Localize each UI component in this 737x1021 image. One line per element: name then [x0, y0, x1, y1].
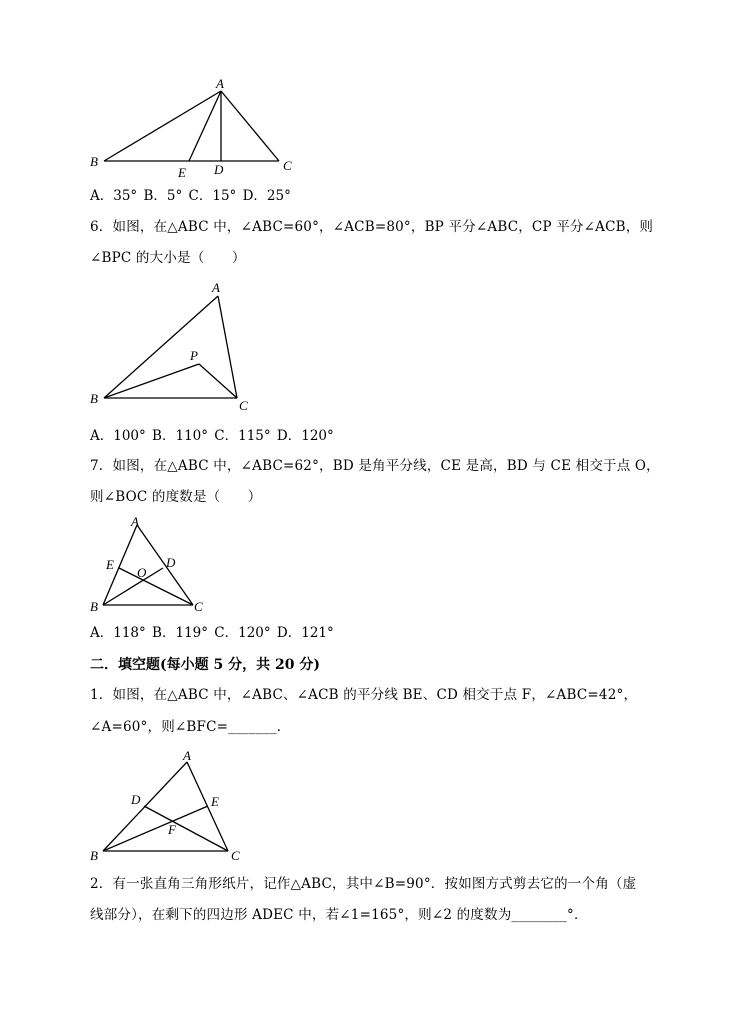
- q6-text-line2: ∠BPC 的大小是（ ）: [90, 250, 246, 266]
- label-a: A: [131, 514, 139, 529]
- label-e: E: [211, 794, 219, 809]
- q7-text-line2: 则∠BOC 的度数是（ ）: [90, 489, 262, 505]
- label-b: B: [90, 848, 98, 863]
- label-b: B: [90, 599, 98, 614]
- s2-q1-text-line2: ∠A=60°，则∠BFC=_______．: [90, 719, 291, 735]
- q7-options: A．118° B．119° C．120° D．121°: [90, 625, 334, 641]
- label-b: B: [90, 391, 98, 406]
- label-e: E: [178, 165, 186, 180]
- q5-options: A．35° B．5° C．15° D．25°: [90, 188, 291, 204]
- label-d: D: [166, 555, 176, 570]
- label-a: A: [216, 76, 224, 91]
- label-c: C: [231, 848, 240, 863]
- q7-text-line1: 7．如图，在△ABC 中，∠ABC=62°，BD 是角平分线，CE 是高，BD 与 CE 相交于点 O，: [90, 458, 660, 474]
- label-c: C: [283, 158, 292, 173]
- label-o: O: [137, 565, 147, 580]
- label-d: D: [131, 792, 141, 807]
- s2-q2-text-line1: 2．有一张直角三角形纸片，记作△ABC，其中∠B=90°．按如图方式剪去它的一个角（虚: [90, 876, 637, 892]
- label-b: B: [90, 154, 98, 169]
- label-c: C: [194, 599, 203, 614]
- s2-q2-text-line2: 线部分），在剩下的四边形 ADEC 中，若∠1=165°，则∠2 的度数为________°．: [90, 907, 588, 923]
- q6-options: A．100° B．110° C．115° D．120°: [90, 428, 334, 444]
- label-a: A: [183, 748, 191, 763]
- label-f: F: [168, 822, 176, 837]
- label-a: A: [212, 280, 220, 295]
- label-e: E: [106, 557, 114, 572]
- q6-text-line1: 6．如图，在△ABC 中，∠ABC=60°，∠ACB=80°，BP 平分∠ABC，CP 平分∠ACB，则: [90, 219, 654, 235]
- label-c: C: [239, 398, 248, 413]
- label-d: D: [214, 162, 224, 177]
- section2-heading: 二．填空题(每小题 5 分，共 20 分): [90, 657, 320, 673]
- s2-q1-text-line1: 1．如图，在△ABC 中，∠ABC、∠ACB 的平分线 BE、CD 相交于点 F，∠ABC=42°，: [90, 687, 638, 703]
- label-p: P: [190, 348, 198, 363]
